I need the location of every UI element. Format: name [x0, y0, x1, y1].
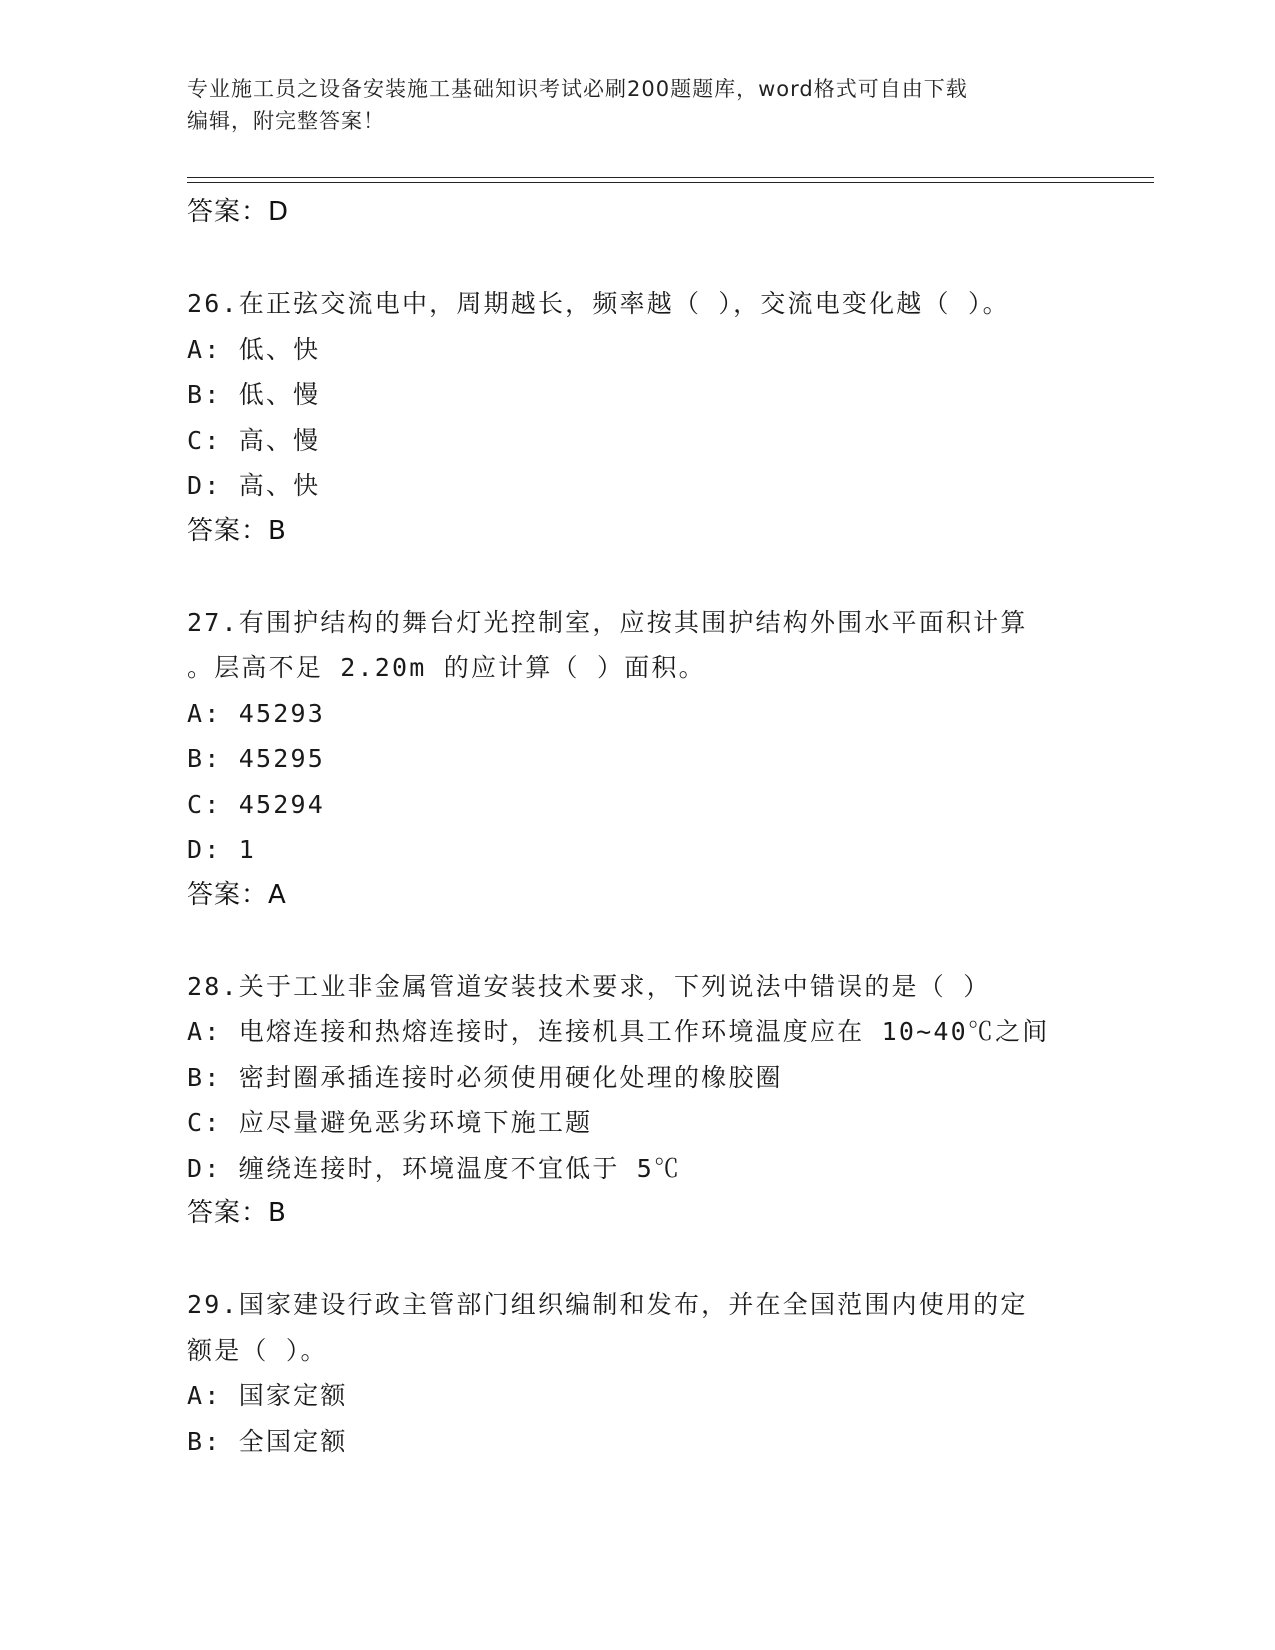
- option-d: D: 高、快: [187, 471, 321, 500]
- option-c: C: 应尽量避免恶劣环境下施工题: [187, 1108, 593, 1137]
- question-stem-continued: 。层高不足 2.20m 的应计算（ ）面积。: [187, 653, 706, 682]
- option-c: C: 高、慢: [187, 425, 321, 455]
- option-a: A: 国家定额: [187, 1381, 348, 1410]
- question-28: [187, 964, 1087, 1237]
- option-c: C: 45294: [187, 789, 326, 819]
- header-line-2: 编辑，附完整答案！: [187, 109, 385, 133]
- option-d: D: 1: [187, 835, 257, 864]
- option-d: D: 缠绕连接时，环境温度不宜低于 5℃: [187, 1153, 682, 1183]
- question-stem: 27.有围护结构的舞台灯光控制室，应按其围护结构外围水平面积计算: [187, 607, 1028, 637]
- option-a: A: 低、快: [187, 334, 321, 364]
- spacer: [187, 554, 1087, 600]
- option-a: A: 电熔连接和热熔连接时，连接机具工作环境温度应在 10~40℃之间: [187, 1017, 1050, 1046]
- spacer: [187, 1237, 1087, 1283]
- question-26: [187, 281, 1087, 554]
- question-stem: 28.关于工业非金属管道安装技术要求，下列说法中错误的是（ ）: [187, 971, 991, 1001]
- header-line-1: 专业施工员之设备安装施工基础知识考试必刷200题题库，word格式可自由下载: [187, 77, 968, 101]
- question-stem-continued: 额是（ ）。: [187, 1335, 328, 1365]
- header-rule-top: [187, 177, 1154, 178]
- option-b: B: 低、慢: [187, 380, 321, 409]
- option-b: B: 全国定额: [187, 1426, 348, 1456]
- spacer: [187, 236, 1087, 282]
- header-rule-bottom: [187, 182, 1154, 183]
- answer-line: 答案：B: [187, 515, 287, 546]
- option-b: B: 密封圈承插连接时必须使用硬化处理的橡胶圈: [187, 1062, 783, 1092]
- question-27: [187, 600, 1087, 919]
- answer-line: 答案：D: [187, 197, 290, 227]
- answer-line: 答案：A: [187, 879, 287, 910]
- option-b: B: 45295: [187, 744, 326, 773]
- option-a: A: 45293: [187, 698, 326, 728]
- question-stem: 26.在正弦交流电中，周期越长，频率越（ ），交流电变化越（ ）。: [187, 289, 1010, 318]
- question-list: [187, 190, 1087, 1464]
- spacer: [187, 918, 1087, 964]
- document-header: [187, 73, 1087, 137]
- question-stem: 29.国家建设行政主管部门组织编制和发布，并在全国范围内使用的定: [187, 1290, 1028, 1319]
- answer-line: 答案：B: [187, 1198, 287, 1228]
- question-29: [187, 1282, 1087, 1464]
